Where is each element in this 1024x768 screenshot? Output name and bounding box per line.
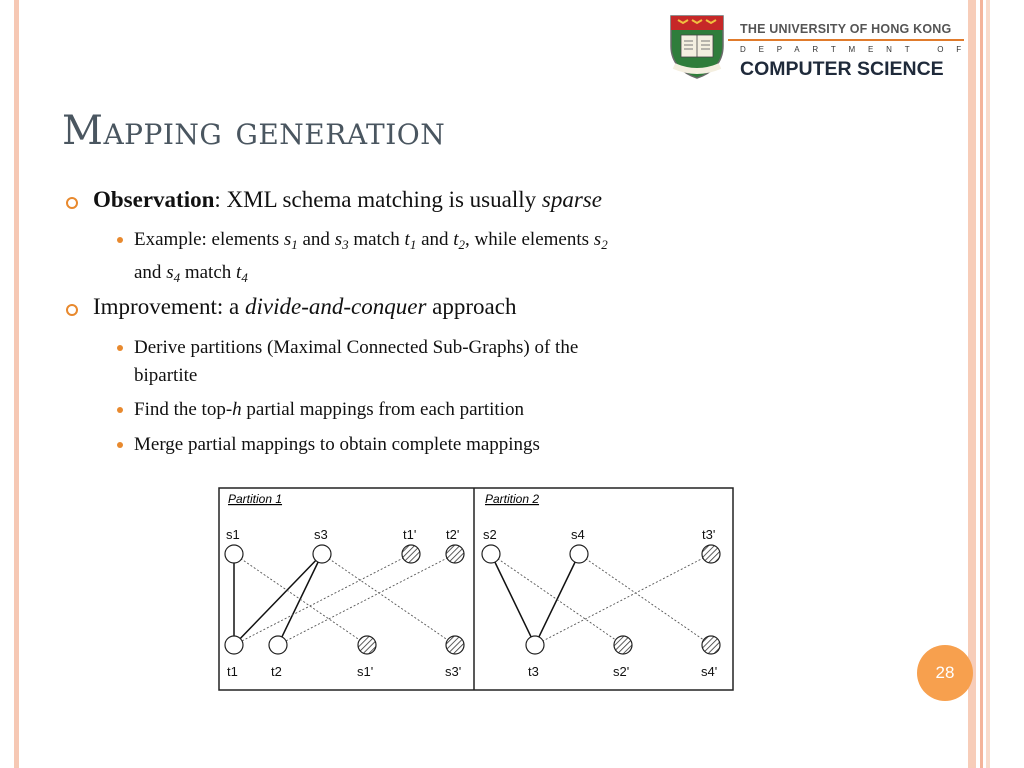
node-t1prime xyxy=(402,545,420,563)
label-s1prime: s1' xyxy=(357,664,374,679)
var-sub: 3 xyxy=(342,237,349,252)
node-t3 xyxy=(526,636,544,654)
label-t2: t2 xyxy=(271,664,282,679)
find-text-tail: partial mappings from each partition xyxy=(241,399,524,420)
var-sub: 2 xyxy=(601,237,608,252)
bullet-example xyxy=(134,226,608,292)
right-border-strip xyxy=(968,0,976,768)
var-sub: 4 xyxy=(241,270,248,285)
example-text: and xyxy=(297,229,335,250)
label-t1: t1 xyxy=(227,664,238,679)
partition1-title: Partition 1 xyxy=(228,492,283,506)
bullet-merge xyxy=(134,431,540,459)
node-s4 xyxy=(570,545,588,563)
improvement-text: Improvement: a xyxy=(93,294,246,319)
var-sub: 1 xyxy=(291,237,298,252)
var-sub: 2 xyxy=(458,237,466,252)
node-t1 xyxy=(225,636,243,654)
node-s2prime xyxy=(614,636,632,654)
improvement-tail: approach xyxy=(426,294,517,319)
observation-emphasis: sparse xyxy=(541,187,602,212)
var-t: t xyxy=(236,262,242,283)
node-t2prime xyxy=(446,545,464,563)
node-s3 xyxy=(313,545,331,563)
merge-text: Merge partial mappings to obtain complete mappings xyxy=(134,434,540,455)
improvement-emphasis: divide-and-conquer xyxy=(245,294,427,319)
right-border-strip-thin xyxy=(980,0,983,768)
label-s1: s1 xyxy=(226,527,240,542)
var-sub: 1 xyxy=(409,237,417,252)
right-border-strip-light xyxy=(986,0,990,768)
label-t2prime: t2' xyxy=(446,527,460,542)
bullet-ring-icon xyxy=(66,304,78,316)
var-t: t xyxy=(453,229,459,250)
var-s: s xyxy=(166,262,174,283)
label-s2: s2 xyxy=(483,527,497,542)
observation-text: : XML schema matching is usually xyxy=(214,187,542,212)
bullet-observation xyxy=(93,187,602,213)
sub-bullet-dot-icon xyxy=(117,442,123,448)
label-s3prime: s3' xyxy=(445,664,462,679)
label-s4prime: s4' xyxy=(701,664,718,679)
sub-bullet-dot-icon xyxy=(117,345,123,351)
find-text: Find the top- xyxy=(134,399,233,420)
var-s: s xyxy=(593,229,602,250)
label-t3: t3 xyxy=(528,664,539,679)
bullet-ring-icon xyxy=(66,197,78,209)
var-s: s xyxy=(334,229,343,250)
example-text: and xyxy=(134,262,167,283)
label-t1prime: t1' xyxy=(403,527,417,542)
var-s: s xyxy=(283,229,292,250)
bullet-find xyxy=(134,396,524,424)
var-t: t xyxy=(404,229,410,250)
sub-bullet-dot-icon xyxy=(117,407,123,413)
university-name: THE UNIVERSITY OF HONG KONG xyxy=(740,22,952,36)
node-s1prime xyxy=(358,636,376,654)
left-border-strip xyxy=(14,0,19,768)
department-logo xyxy=(668,14,974,80)
bullet-derive xyxy=(134,334,578,390)
page-number-badge: 28 xyxy=(917,645,973,701)
bullet-improvement xyxy=(93,294,516,320)
example-text: match xyxy=(180,262,237,283)
node-t3prime xyxy=(702,545,720,563)
example-text: and xyxy=(416,229,454,250)
node-s3prime xyxy=(446,636,464,654)
partition2-title: Partition 2 xyxy=(485,492,540,506)
example-text: , while elements xyxy=(465,229,594,250)
label-s3: s3 xyxy=(314,527,328,542)
derive-text-line1: Derive partitions (Maximal Connected Sub-Graphs) of the xyxy=(134,337,579,358)
observation-label: Observation xyxy=(93,187,215,212)
bipartite-partition-figure xyxy=(218,487,734,691)
label-t3prime: t3' xyxy=(702,527,716,542)
node-s4prime xyxy=(702,636,720,654)
label-s4: s4 xyxy=(571,527,585,542)
department-label: DEPARTMENT OF xyxy=(740,45,974,54)
university-crest-icon xyxy=(668,14,726,80)
example-text: Example: elements xyxy=(134,229,284,250)
derive-text-line2: bipartite xyxy=(134,365,198,386)
department-name: COMPUTER SCIENCE xyxy=(740,58,944,80)
example-text: match xyxy=(348,229,405,250)
slide-title: Mapping generation xyxy=(62,108,446,154)
var-sub: 4 xyxy=(173,270,181,285)
node-s1 xyxy=(225,545,243,563)
node-t2 xyxy=(269,636,287,654)
find-h: h xyxy=(232,399,242,420)
header-rule xyxy=(728,39,964,41)
label-s2prime: s2' xyxy=(613,664,630,679)
figure-frame xyxy=(219,488,733,690)
sub-bullet-dot-icon xyxy=(117,237,123,243)
node-s2 xyxy=(482,545,500,563)
